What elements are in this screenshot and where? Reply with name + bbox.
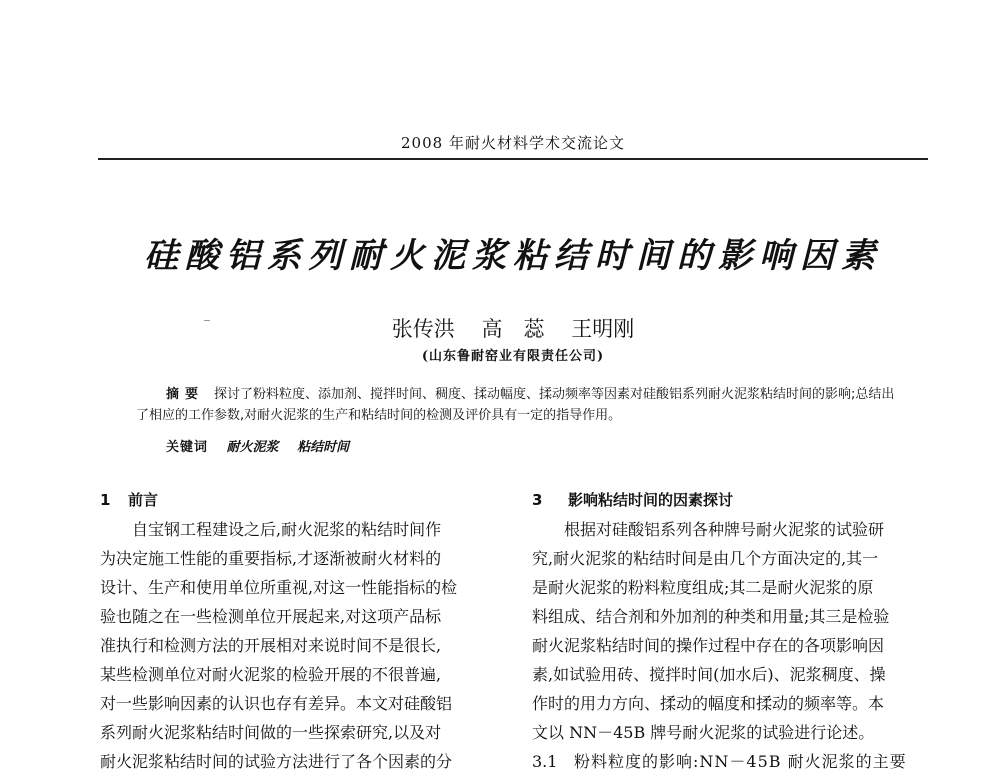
paper-title: 硅酸铝系列耐火泥浆粘结时间的影响因素 [144, 236, 882, 276]
text-line: 根据对硅酸铝系列各种牌号耐火泥浆的试验研 [564, 520, 885, 539]
text-line: 准执行和检测方法的开展相对来说时间不是很长, [100, 636, 442, 655]
affiliation: (山东鲁耐窑业有限责任公司) [421, 349, 605, 364]
text-line: 自宝钢工程建设之后,耐火泥浆的粘结时间作 [132, 520, 442, 539]
subsection-text: 粉料粒度的影响:NN－45B 耐火泥浆的主要 [574, 752, 907, 771]
running-header: 2008 年耐火材料学术交流论文 [401, 134, 625, 152]
left-column [100, 486, 500, 776]
text-line: 系列耐火泥浆粘结时间做的一些探索研究,以及对 [100, 723, 442, 742]
abstract [136, 384, 902, 426]
factors-paragraph [532, 515, 932, 747]
text-line: 耐火泥浆粘结时间的操作过程中存在的各项影响因 [532, 636, 885, 655]
author-name: 王明刚 [571, 317, 635, 341]
abstract-label: 摘要 [166, 387, 205, 402]
author-list [100, 313, 926, 343]
text-line: 作时的用力方向、揉动的幅度和揉动的频率等。本 [532, 694, 885, 713]
text-line: 某些检测单位对耐火泥浆的检验开展的不很普遍, [100, 665, 442, 684]
section-heading-factors [532, 486, 932, 515]
section-title: 前言 [128, 491, 159, 509]
text-line: 对一些影响因素的认识也存有差异。本文对硅酸铝 [100, 694, 453, 713]
text-line: 为决定施工性能的重要指标,才逐渐被耐火材料的 [100, 549, 442, 568]
text-line: 究,耐火泥浆的粘结时间是由几个方面决定的,其一 [532, 549, 879, 568]
keyword: 粘结时间 [297, 440, 350, 455]
text-line: 验也随之在一些检测单位开展起来,对这项产品标 [100, 607, 442, 626]
author-name: 高 蕊 [481, 317, 545, 341]
author-name: 张传洪 [391, 317, 455, 341]
text-line: 设计、生产和使用单位所重视,对这一性能指标的检 [100, 578, 458, 597]
section-title: 影响粘结时间的因素探讨 [568, 491, 734, 509]
section-number: 1 [100, 491, 111, 509]
section-heading-intro [100, 486, 500, 515]
keywords [166, 436, 902, 455]
text-line: 料组成、结合剂和外加剂的种类和用量;其三是检验 [532, 607, 890, 626]
subsection-3-1 [532, 747, 932, 776]
keyword: 耐火泥浆 [226, 440, 279, 455]
right-column [532, 486, 932, 776]
section-number: 3 [532, 491, 543, 509]
abstract-text: 探讨了粉料粒度、添加剂、搅拌时间、稠度、揉动幅度、揉动频率等因素对硅酸铝系列耐火泥浆粘结时间的影响;总结出了相应的工作参数,对耐火泥浆的生产和粘结时间的检测及评价具有一定的指导作用。 [136, 387, 895, 423]
text-line: 耐火泥浆粘结时间的试验方法进行了各个因素的分 [100, 752, 453, 771]
text-line: 素,如试验用砖、搅拌时间(加水后)、泥浆稠度、操 [532, 665, 886, 684]
intro-paragraph [100, 515, 500, 776]
subsection-number: 3.1 [532, 752, 558, 771]
text-line: 是耐火泥浆的粉料粒度组成;其二是耐火泥浆的原 [532, 578, 874, 597]
keywords-label: 关键词 [166, 440, 209, 455]
text-line: 文以 NN－45B 牌号耐火泥浆的试验进行论述。 [532, 723, 875, 742]
header-rule [98, 158, 928, 160]
